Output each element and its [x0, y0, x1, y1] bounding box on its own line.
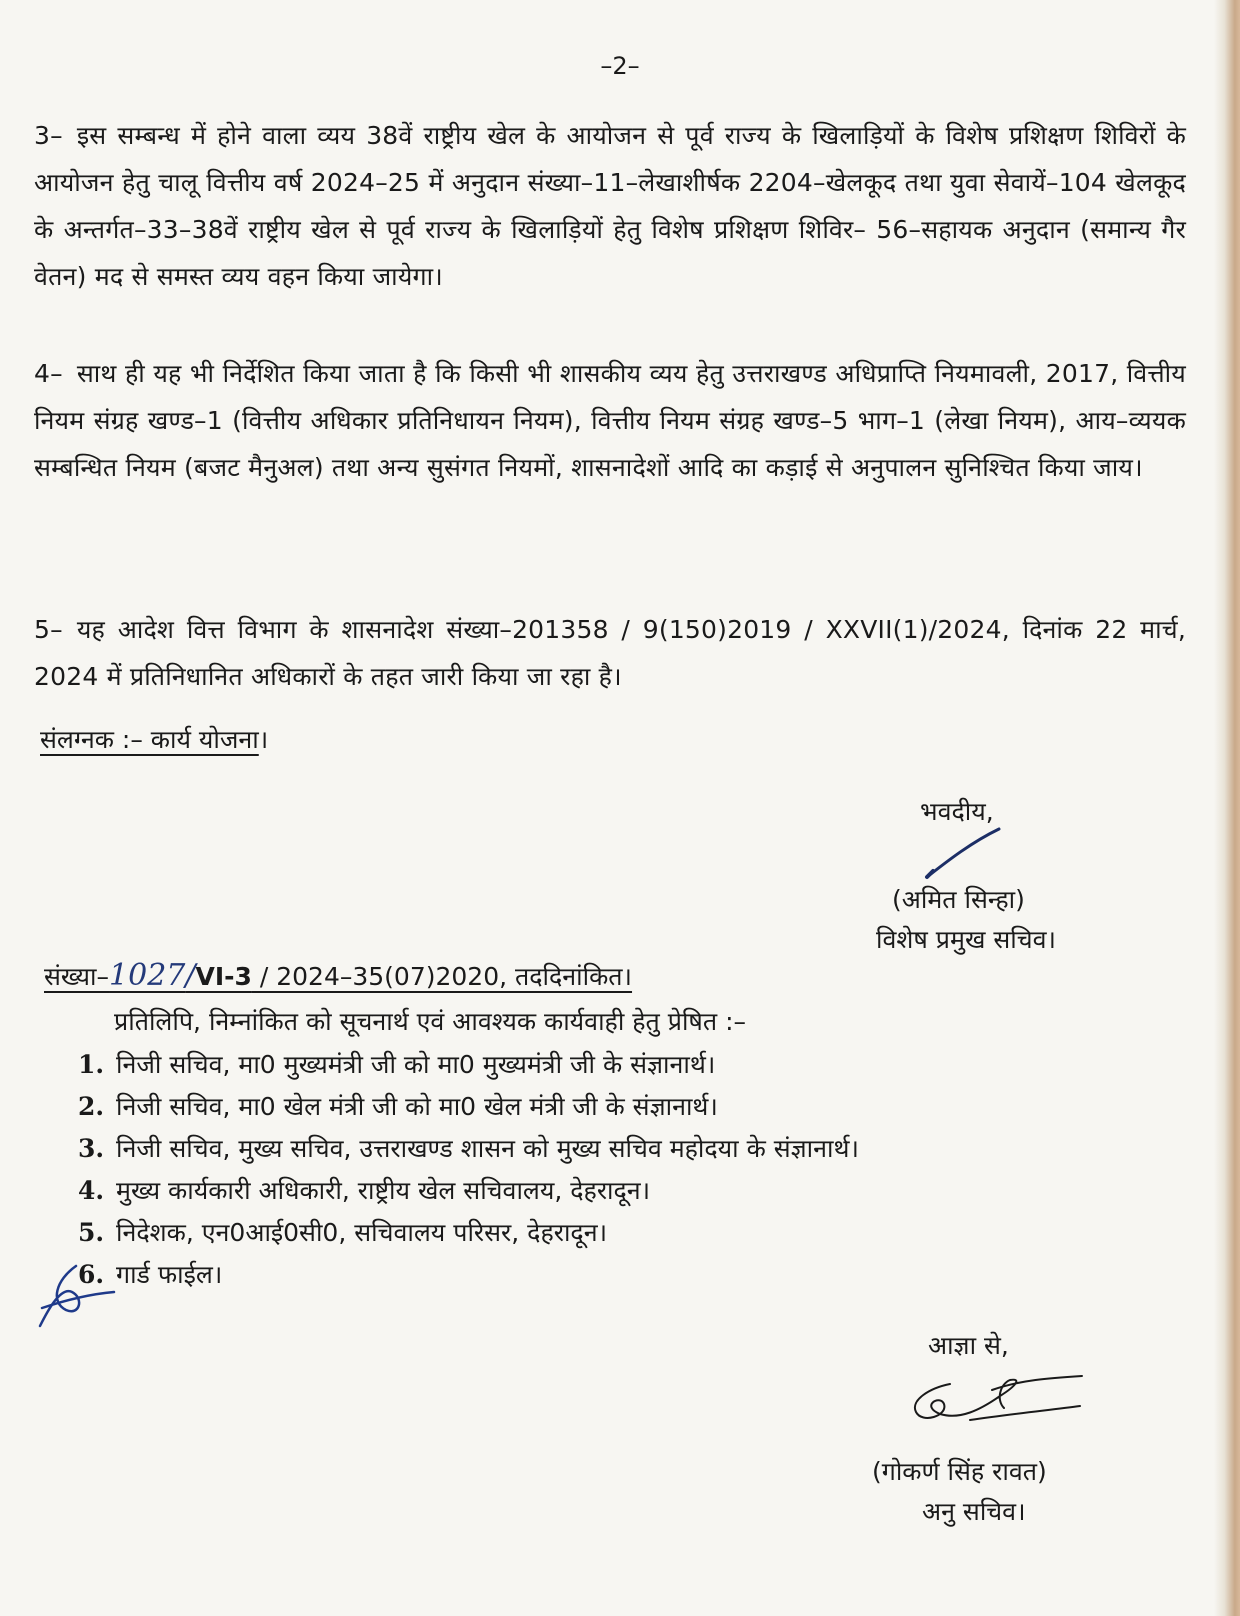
list-item: 6. गार्ड फाईल। — [78, 1260, 223, 1289]
copy-heading: प्रतिलिपि, निम्नांकित को सूचनार्थ एवं आवश्यक कार्यवाही हेतु प्रेषित :– — [114, 1007, 746, 1036]
paragraph-number: 5– — [34, 615, 63, 644]
paragraph-text: इस सम्बन्ध में होने वाला व्यय 38वें राष्ट्रीय खेल के आयोजन से पूर्व राज्य के खिलाड़ियों के विशेष प्रशिक्षण शिविरों के आयोजन हेतु चालू वित्तीय वर्ष 2024–25 में अनुदान संख्या–11–लेखाशीर्षक 2204–खेलकूद तथा युवा सेवायें–104 खेलकूद के अन्तर्गत–33–38वें राष्ट्रीय खेल से पूर्व राज्य के खिलाड़ियों हेतु विशेष प्रशिक्षण शिविर– 56–सहायक अनुदान (समान्य गैर वेतन) मद से समस्त व्यय वहन किया जायेगा। — [34, 121, 1186, 291]
signatory-name-2: (गोकर्ण सिंह रावत) — [872, 1457, 1047, 1486]
attachment-line — [40, 722, 268, 756]
paragraph-number: 3– — [34, 121, 63, 150]
closing-by-order: आज्ञा से, — [928, 1331, 1009, 1360]
list-item: 4. मुख्य कार्यकारी अधिकारी, राष्ट्रीय खेल सचिवालय, देहरादून। — [78, 1176, 651, 1205]
page-number: –2– — [600, 52, 640, 80]
handwritten-number: 1027 — [109, 958, 186, 993]
paragraph-4 — [34, 350, 1186, 491]
signature-mark-1 — [925, 825, 1005, 885]
initials-mark — [36, 1262, 116, 1332]
paragraph-text: साथ ही यह भी निर्देशित किया जाता है कि किसी भी शासकीय व्यय हेतु उत्तराखण्ड अधिप्राप्ति नियमावली, 2017, वित्तीय नियम संग्रह खण्ड–1 (वित्तीय अधिकार प्रतिनिधायन नियम), वित्तीय नियम संग्रह खण्ड–5 भाग–1 (लेखा नियम), आय–व्ययक सम्बन्धित नियम (बजट मैनुअल) तथा अन्य सुसंगत नियमों, शासनादेशों आदि का कड़ाई से अनुपालन सुनिश्चित किया जाय। — [34, 359, 1186, 482]
paragraph-number: 4– — [34, 359, 63, 388]
paper-edge — [1214, 0, 1240, 1616]
attachment-label: संलग्नक :– कार्य योजना — [40, 725, 259, 754]
reference-office: VI-3 — [195, 962, 252, 991]
list-item: 3. निजी सचिव, मुख्य सचिव, उत्तराखण्ड शासन को मुख्य सचिव महोदया के संज्ञानार्थ। — [78, 1134, 859, 1163]
paragraph-text: यह आदेश वित्त विभाग के शासनादेश संख्या–201358 / 9(150)2019 / XXVII(1)/2024, दिनांक 22 मार्च, 2024 में प्रतिनिधानित अधिकारों के तहत जारी किया जा रहा है। — [34, 615, 1186, 691]
closing-yours: भवदीय, — [920, 797, 994, 826]
signatory-designation-1: विशेष प्रमुख सचिव। — [876, 925, 1056, 954]
list-item: 2. निजी सचिव, मा0 खेल मंत्री जी को मा0 खेल मंत्री जी के संज्ञानार्थ। — [78, 1092, 718, 1121]
signatory-designation-2: अनु सचिव। — [922, 1497, 1026, 1526]
reference-number: संख्या–1027/VI-3 / 2024–35(07)2020, तददिनांकित। — [44, 958, 633, 993]
attachment-end: । — [258, 725, 269, 754]
paragraph-3 — [34, 112, 1186, 300]
list-item: 5. निदेशक, एन0आई0सी0, सचिवालय परिसर, देहरादून। — [78, 1218, 608, 1247]
copy-list — [78, 1044, 859, 1296]
reference-suffix: / 2024–35(07)2020, तददिनांकित। — [251, 962, 633, 991]
reference-prefix: संख्या– — [44, 962, 110, 991]
signatory-name-1: (अमित सिन्हा) — [892, 885, 1025, 914]
paragraph-5 — [34, 606, 1186, 700]
signature-mark-2 — [900, 1370, 1090, 1442]
list-item: 1. निजी सचिव, मा0 मुख्यमंत्री जी को मा0 मुख्यमंत्री जी के संज्ञानार्थ। — [78, 1050, 716, 1079]
